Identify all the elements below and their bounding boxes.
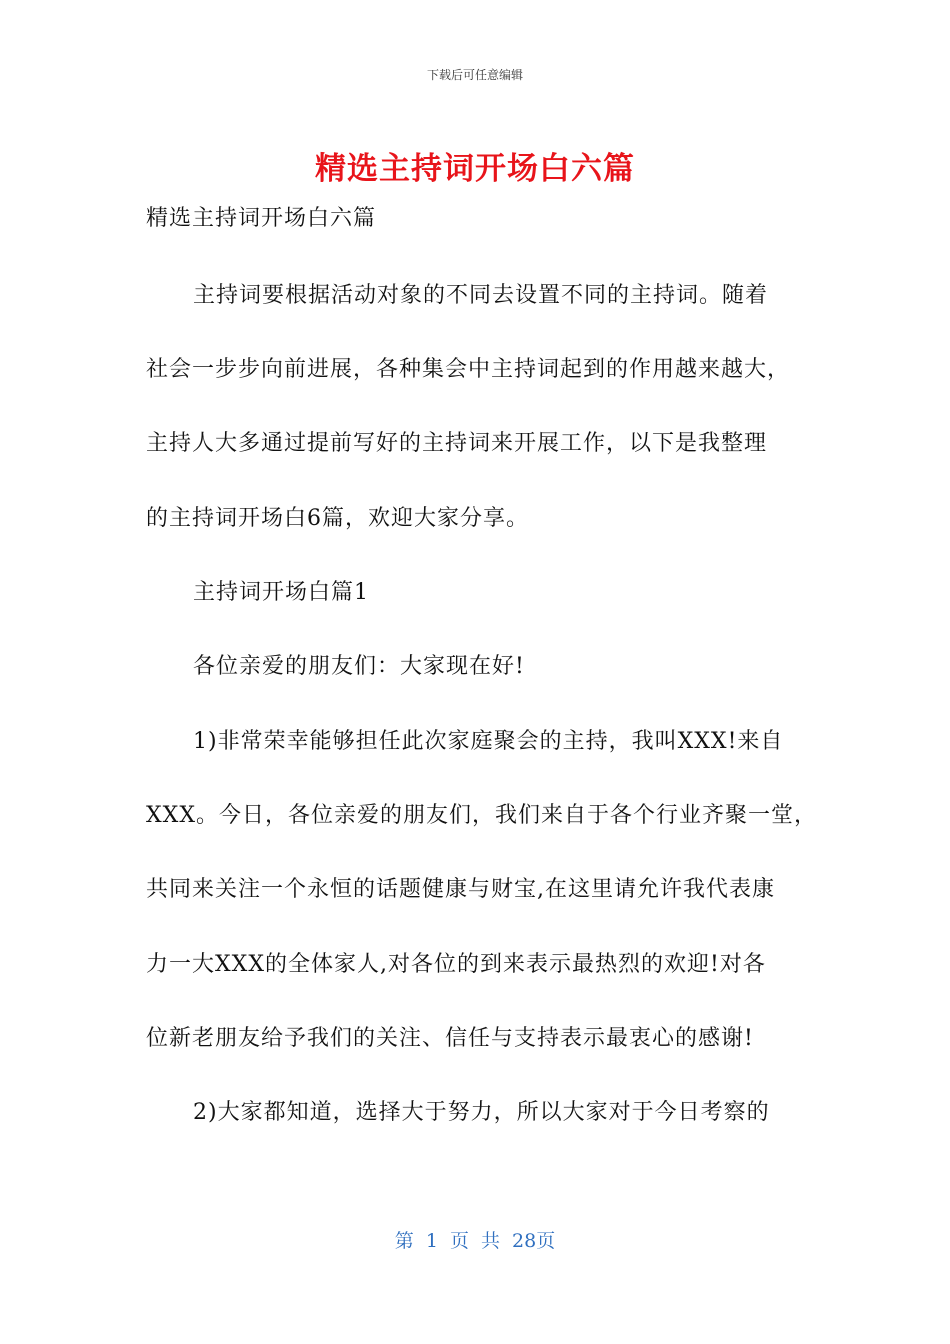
paragraph-line: 的主持词开场白6篇，欢迎大家分享。 xyxy=(146,506,529,531)
paragraph-line: 共同来关注一个永恒的话题健康与财宝,在这里请允许我代表康 xyxy=(146,877,775,902)
document-title: 精选主持词开场白六篇 xyxy=(315,151,635,187)
paragraph-line: 各位亲爱的朋友们：大家现在好! xyxy=(193,654,525,679)
paragraph-line: 力一大XXX的全体家人,对各位的到来表示最热烈的欢迎!对各 xyxy=(146,952,766,977)
header-note: 下载后可任意编辑 xyxy=(426,68,523,82)
page-number: 第 1 页 共 28页 xyxy=(394,1230,556,1252)
paragraph-line: 社会一步步向前进展，各种集会中主持词起到的作用越来越大， xyxy=(146,357,791,382)
section-heading: 主持词开场白篇1 xyxy=(193,580,369,605)
paragraph-line: 位新老朋友给予我们的关注、信任与支持表示最衷心的感谢! xyxy=(146,1026,754,1051)
paragraph-line: 主持人大多通过提前写好的主持词来开展工作，以下是我整理 xyxy=(146,431,768,456)
paragraph-line: 1)非常荣幸能够担任此次家庭聚会的主持，我叫XXX!来自 xyxy=(193,729,784,754)
paragraph-line: XXX。今日，各位亲爱的朋友们，我们来自于各个行业齐聚一堂， xyxy=(146,803,817,828)
subtitle-line: 精选主持词开场白六篇 xyxy=(146,206,377,231)
paragraph-line: 2)大家都知道，选择大于努力，所以大家对于今日考察的 xyxy=(193,1100,770,1125)
paragraph-line: 主持词要根据活动对象的不同去设置不同的主持词。随着 xyxy=(193,283,769,308)
